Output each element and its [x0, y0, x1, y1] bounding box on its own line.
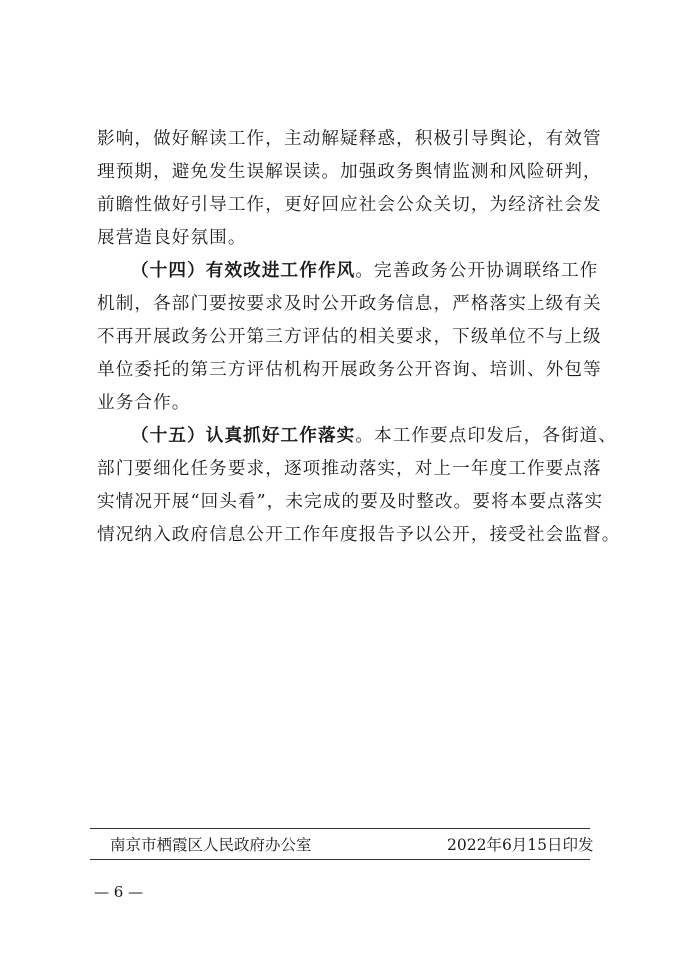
body-line: 机制，各部门要按要求及时公开政务信息，严格落实上级有关 — [97, 294, 602, 314]
body-line: 单位委托的第三方评估机构开展政务公开咨询、培训、外包等 — [97, 360, 602, 380]
body-line: 前瞻性做好引导工作，更好回应社会公众关切，为经济社会发 — [97, 195, 602, 215]
body-line: 实情况开展“回头看”，未完成的要及时整改。要将本要点落实 — [97, 492, 604, 512]
page-number: — 6 — — [94, 883, 144, 901]
section-15-first-line — [131, 424, 631, 448]
body-line: 展营造良好氛围。 — [97, 228, 247, 248]
section-14-first-line — [131, 259, 631, 283]
section-14-heading: （十四）有效改进工作作风 — [131, 261, 356, 281]
section-15-text: 。本工作要点印发后，各街道、 — [355, 426, 618, 446]
body-line: 理预期，避免发生误解误读。加强政务舆情监测和风险研判， — [97, 162, 602, 182]
body-line: 影响，做好解读工作，主动解疑释惑，积极引导舆论，有效管 — [97, 129, 602, 149]
body-line: 业务合作。 — [97, 393, 191, 413]
body-line: 不再开展政务公开第三方评估的相关要求，下级单位不与上级 — [97, 327, 602, 347]
footer-issuer: 南京市栖霞区人民政府办公室 — [110, 836, 312, 854]
footer-bottom-rule — [90, 859, 590, 860]
footer-top-rule — [90, 828, 590, 829]
footer-date: 2022年6月15日印发 — [447, 836, 594, 854]
section-14-text: 。完善政务公开协调联络工作 — [355, 261, 599, 281]
section-15-heading: （十五）认真抓好工作落实 — [131, 426, 356, 446]
body-line: 情况纳入政府信息公开工作年度报告予以公开，接受社会监督。 — [97, 525, 621, 545]
body-line: 部门要细化任务要求，逐项推动落实，对上一年度工作要点落 — [97, 459, 602, 479]
